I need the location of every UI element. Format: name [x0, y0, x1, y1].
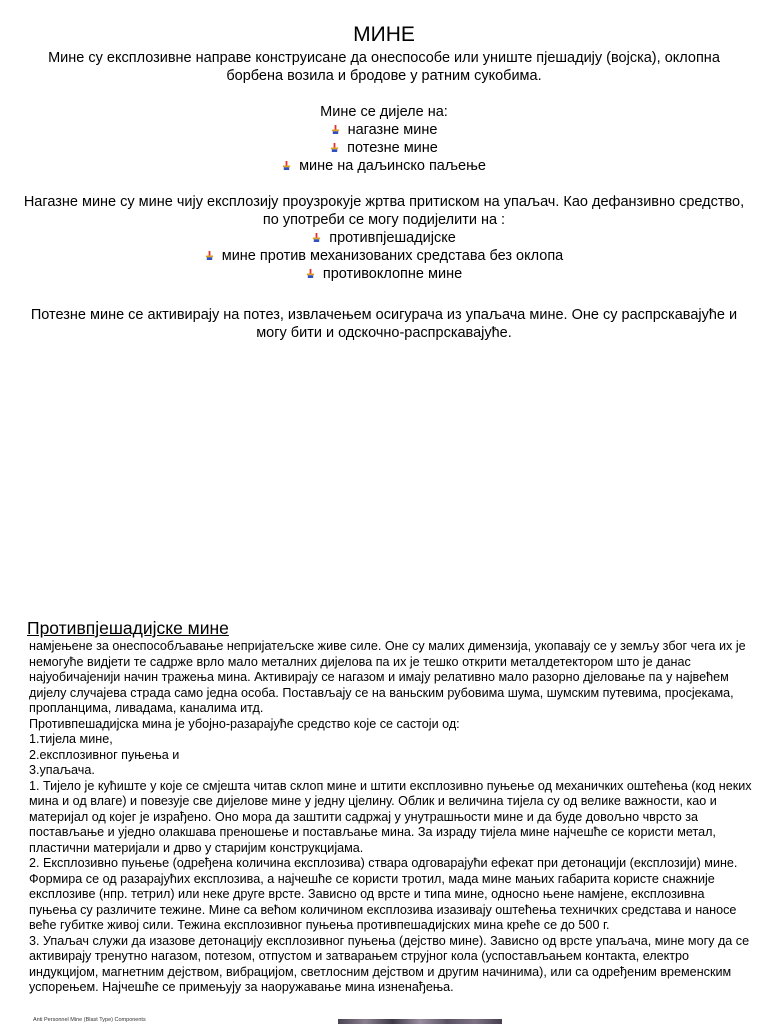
- list-item: [20, 157, 748, 175]
- section-body: [29, 639, 753, 996]
- pressure-text: Нагазне мине су мине чију експлозију проузрокује жртва притиском на упаљач. Као дефанзивно средство, по употреби се могу подијелити на :: [23, 194, 745, 228]
- bullet-arrow-icon: [205, 251, 214, 260]
- intro-text: Мине су експлозивне направе конструисане да онеспособе или униште пјешадију (војска), оклопна борбена возила и бродове у ратним сукобима.: [48, 50, 720, 84]
- list-item: [20, 139, 748, 157]
- list-item: [20, 265, 748, 283]
- list-item-label: потезне мине: [347, 140, 438, 156]
- body-paragraph: 3.упаљача.: [29, 763, 95, 777]
- body-paragraph: 2.експлозивног пуњења и: [29, 747, 180, 762]
- list-item: [20, 247, 748, 265]
- bullet-arrow-icon: [282, 161, 291, 170]
- bullet-arrow-icon: [306, 269, 315, 278]
- division-block: [20, 103, 748, 175]
- page-title: МИНЕ: [353, 23, 415, 46]
- body-paragraph: 3. Упаљач служи да изазове детонацију експлозивног пуњења (дејство мине). Зависно од врсте упаљача, мине могу да се активирају тренутно нагазом, потезом, отпустом и затварањем струјног кола (успостављањем контакта, електро индукцијом, магнетним дејством, вибрацијом, светлосним дејством и другим начинима), или са одређеним временским успорењем. Најчешће се примењују за наоружавање мина изненађења.: [29, 933, 750, 994]
- list-item-label: противоклопне мине: [322, 266, 463, 282]
- bullet-arrow-icon: [331, 125, 340, 134]
- list-item-label: противпјешадијске: [329, 230, 456, 246]
- tripwire-paragraph: [20, 306, 748, 342]
- list-item: [20, 229, 748, 247]
- bullet-arrow-icon: [330, 143, 339, 152]
- list-item-label: мине против механизованих средстава без оклопа: [221, 248, 564, 264]
- bullet-arrow-icon: [312, 233, 321, 242]
- body-paragraph: Противпешадијска мина је убојно-разарајуће средство које се састоји од:: [29, 716, 460, 731]
- intro-paragraph: [20, 49, 748, 85]
- list-item-label: нагазне мине: [347, 122, 438, 138]
- body-paragraph: 1.тијела мине,: [29, 732, 113, 746]
- figure-caption: Anti Personnel Mine (Blast Type) Components: [33, 1017, 146, 1023]
- body-paragraph: 2. Експлозивно пуњење (одређена количина експлозива) ствара одговарајући ефекат при детонацији (експлозији) мине. Формира се од разарајућих експлозива, а најчешће се користи тротил, мада мине мањих габарита користе снажније експлозиве (нпр. тетрил) или неке друге врсте. Зависно од врсте и типа мине, односно њене намјене, експлозивна пуњења су различите тежине. Мине са већом количином експлозива изазивају оштећења техничких средстава и наносе веће губитке живој сили. Тежина експлозивног пуњења противпешадијских мина креће се до 500 г.: [29, 856, 738, 932]
- tripwire-text: Потезне мине се активирају на потез, извлачењем осигурача из упаљача мине. Оне су распрскавајуће и могу бити и одскочно-распрскавајуће.: [30, 307, 738, 341]
- list-item-label: мине на даљинско паљење: [299, 158, 486, 174]
- list-item: [20, 121, 748, 139]
- section-heading: Противпјешадијске мине: [27, 618, 229, 638]
- body-paragraph: намјењене за онеспособљавање непријатељске живе силе. Оне су малих димензија, укопавају се у земљу због чега их је немогуће видјети те садрже врло мало металних дијелова па их је тешко открити металдетектором што је данас најуобичајенији начин тражења мина. Активирају се нагазом и имају релативно мало разорно дјеловање па у највећем дијелу случајева страда само једна особа. Постављају се на ваньским рубовима шума, шумским путевима, просјекама, пропланцима, ливадама, каналима итд.: [29, 639, 746, 715]
- mine-photo: [338, 1019, 502, 1024]
- division-heading: Мине се дијеле на:: [320, 104, 448, 120]
- pressure-block: [20, 193, 748, 283]
- body-paragraph: 1. Тијело је кућиште у које се смјешта читав склоп мине и штити експлозивно пуњење од механичких оштећења (код неких мина и од влаге) и повезује све дијелове мине у једну цјелину. Облик и величина тијела су од велике важности, као и материјал од којег је израђено. Оно мора да заштити садржај у унутрашњости мине и да буде довољно чврсто за постављање и уједно олакшава преношење и постављање мина. За израду тијела мине најчешће се користи метал, пластични материјали и дрво у старијим конструкцијама.: [29, 778, 752, 855]
